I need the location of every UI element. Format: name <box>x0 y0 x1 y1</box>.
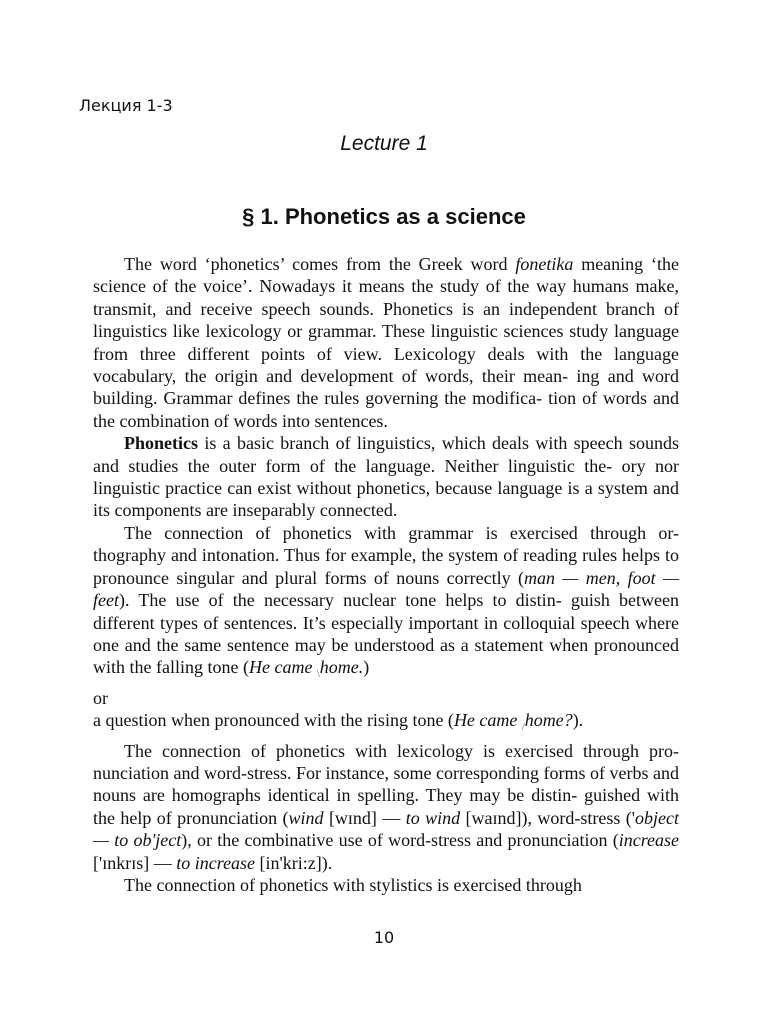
paragraph-3: The connection of phonetics with grammar is exercised through or- thography and intonation. Thus for example, the system of reading rules helps to pronounce singular and plural forms of nouns correctly (man — men, foot — feet). The use of the necessary nuclear tone helps to distin- guish between different types of sentences. It’s especially important in colloquial speech where one and the same sentence may be understood as a statement when pronounced with the falling tone (He came $_\backslash$home.) <box>93 522 680 681</box>
falling-tone-mark: \ <box>316 669 320 681</box>
rising-tone-mark: / <box>521 722 525 734</box>
paragraph-5: The connection of phonetics with stylistics is exercised through <box>124 874 582 895</box>
section-title: § 1. Phonetics as a science <box>242 204 526 229</box>
paragraph-3-or: or <box>93 687 108 708</box>
paragraph-2: Phonetics is a basic branch of linguistics, which deals with speech sounds and studies the outer form of the language. Neither linguistic the- ory nor linguistic practice can exist without phonetics, because language is a system and its components are inseparably connected. <box>93 433 679 521</box>
lecture-title: Lecture 1 <box>340 132 428 155</box>
header-label: Лекция 1-3 <box>79 96 173 115</box>
paragraph-1: The word ‘phonetics’ comes from the Greek word fonetika meaning ‘the science of the voice’. Nowadays it means the study of the way humans make, transmit, and receive speech sounds. Phonetics is an independent branch of linguistics like lexicology or grammar. These linguistic sciences study language from three different points of view. Lexicology deals with the language vocabulary, the origin and development of words, their mean- ing and word building. Grammar defines the rules governing the modifica- tion of words and the combination of words into sentences. <box>93 254 680 431</box>
body-text <box>93 253 679 896</box>
page-number: 10 <box>373 928 395 947</box>
paragraph-4: The connection of phonetics with lexicology is exercised through pro- nunciation and word-stress. For instance, some corresponding forms of verbs and nouns are homographs identical in spelling. They may be distin- guished with the help of pronunciation (wind [wɪnd] — to wind [waɪnd]), word-stress ('object — to ob'ject), or the combinative use of word-stress and pronunciation (increase ['ɪnkrɪs] — to increase [in'kri:z]). <box>93 740 680 873</box>
paragraph-3-continued: a question when pronounced with the rising tone (He came $_/$home?). <box>93 710 584 734</box>
